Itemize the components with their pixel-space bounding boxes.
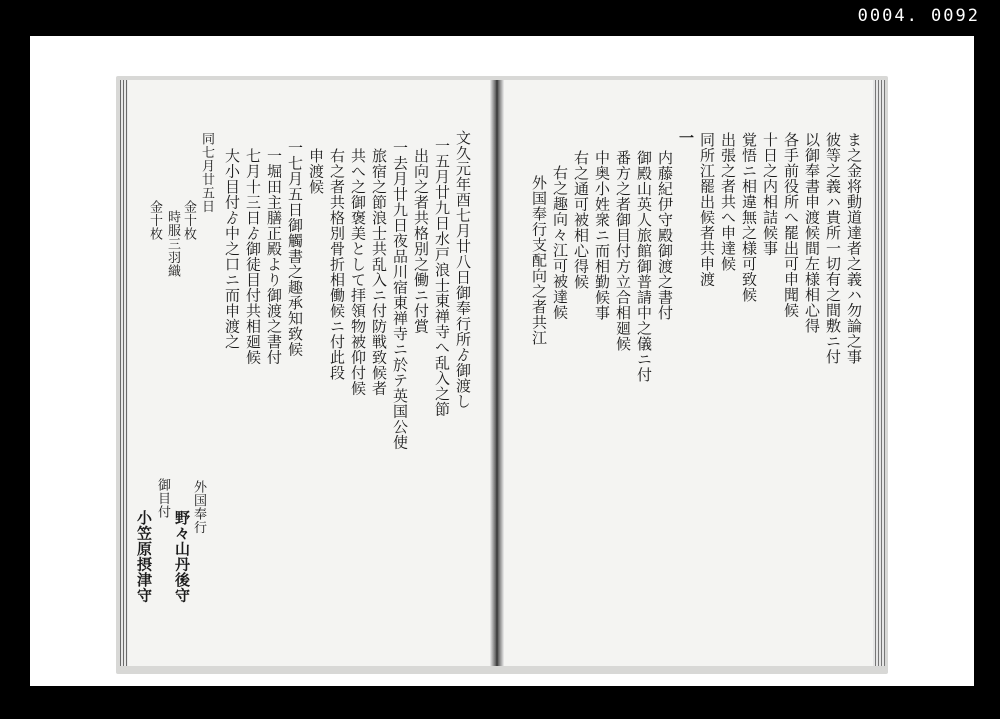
right-text-column: 出張之者共へ申達候 — [719, 132, 737, 272]
left-text-column: 申渡候 — [307, 148, 325, 195]
right-text-column: 十日之内相詰候事 — [761, 132, 779, 256]
right-text-column: ま之金将動道達者之義ハ勿論之事 — [845, 132, 863, 365]
signature-title: 御目付 — [155, 478, 170, 519]
right-text-column: 右之通可被相心得候 — [572, 150, 590, 290]
left-text-column: 一七月五日御觸書之趣承知致候 — [286, 140, 304, 357]
left-text-column: 旅宿之節浪士共乱入ニ付防戦致候者 — [370, 148, 388, 396]
book-gutter — [490, 80, 504, 666]
left-text-column: 一堀田主膳正殿より御渡之書付 — [265, 148, 283, 365]
reward-line: 金十枚 — [181, 200, 196, 241]
right-text-column: 各手前役所へ罷出可申聞候 — [782, 132, 800, 318]
left-text-column: 文久元年酉七月廿八日御奉行所ゟ御渡し — [454, 130, 472, 409]
signature-name: 小笠原摂津守 — [135, 510, 153, 603]
reward-line: 金十枚 — [147, 200, 162, 241]
left-text-column: 共へ之御褒美として拝領物被仰付候 — [349, 148, 367, 396]
reward-line: 時服三羽織 — [165, 210, 180, 278]
frame-number: 0004. 0092 — [857, 6, 980, 26]
signature-title: 外国奉行 — [191, 480, 206, 534]
right-text-column: 彼等之義ハ貴所一切有之間敷ニ付 — [824, 132, 842, 365]
right-text-column: 番方之者御目付方立合相廻候 — [614, 150, 632, 352]
left-text-column: 大小目付ゟ中之口ニ而申渡之 — [223, 148, 241, 350]
right-text-column: 内藤紀伊守殿御渡之書付 — [656, 150, 674, 321]
right-text-column: 外国奉行支配向之者共江 — [530, 175, 548, 346]
left-text-column: 一去月廿九日夜品川宿東禅寺ニ於テ英国公使 — [391, 140, 409, 450]
right-text-column: 御殿山英人旅館御普請中之儀ニ付 — [635, 150, 653, 383]
right-text-column: 中奥小姓衆ニ而相勤候事 — [593, 150, 611, 321]
right-page-edges — [873, 80, 885, 666]
signature-name: 野々山丹後守 — [173, 510, 191, 603]
item-marker: 一 — [677, 130, 695, 146]
right-text-column: 右之趣向々江可被達候 — [551, 165, 569, 320]
left-text-column: 右之者共格別骨折相働候ニ付此段 — [328, 148, 346, 381]
left-text-column: 一五月廿九日水戸浪士東禅寺へ乱入之節 — [433, 138, 451, 417]
left-text-column: 出向之者共格別之働ニ付賞 — [412, 148, 430, 334]
left-text-column: 七月十三日ゟ御徒目付共相廻候 — [244, 148, 262, 365]
right-text-column: 同所江罷出候者共申渡 — [698, 132, 716, 287]
right-text-column: 覚悟ニ相違無之様可致候 — [740, 132, 758, 303]
date-line: 同七月廿五日 — [199, 132, 214, 213]
right-text-column: 以御奉書申渡候間左様相心得 — [803, 132, 821, 334]
